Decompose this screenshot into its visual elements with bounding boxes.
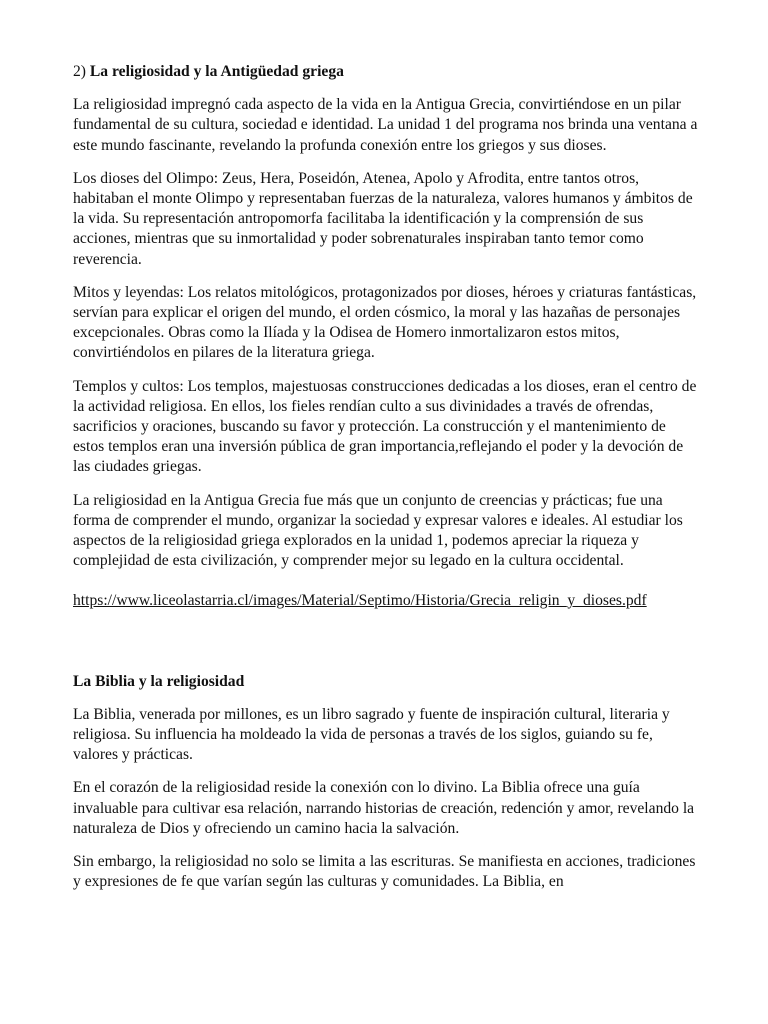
section-2-title: La Biblia y la religiosidad bbox=[73, 672, 245, 690]
source-link[interactable]: https://www.liceolastarria.cl/images/Material/Septimo/Historia/Grecia_religin_y_dioses.pdf bbox=[73, 592, 647, 610]
section-2-paragraph-1: La Biblia, venerada por millones, es un libro sagrado y fuente de inspiración cultural, literaria y religiosa. Su influencia ha moldeado la vida de personas a través de los siglos, guiando su fe, valores y prácticas. bbox=[73, 705, 670, 764]
section-1-heading bbox=[73, 62, 699, 82]
section-1-paragraph-5: La religiosidad en la Antigua Grecia fue más que un conjunto de creencias y prácticas; fue una forma de comprender el mundo, organizar la sociedad y expresar valores e ideales. Al estudiar los aspectos de la religiosidad griega explorados en la unidad 1, podemos apreciar la riqueza y complejidad de esta civilización, y comprender mejor su legado en la cultura occidental. bbox=[73, 491, 683, 570]
section-2-paragraph-3: Sin embargo, la religiosidad no solo se limita a las escrituras. Se manifiesta en acciones, tradiciones y expresiones de fe que varían según las culturas y comunidades. La Biblia, en bbox=[73, 853, 696, 891]
document-page bbox=[73, 62, 699, 906]
section-2-paragraph-2: En el corazón de la religiosidad reside la conexión con lo divino. La Biblia ofrece una guía invaluable para cultivar esa relación, narrando historias de creación, redención y amor, revelando la naturaleza de Dios y ofreciendo un camino hacia la salvación. bbox=[73, 779, 695, 837]
section-1-number: 2) bbox=[73, 63, 86, 80]
section-1-paragraph-2: Los dioses del Olimpo: Zeus, Hera, Poseidón, Atenea, Apolo y Afrodita, entre tantos otros, habitaban el monte Olimpo y representaban fuerzas de la naturaleza, valores humanos y ámbitos de la vida. Su representación antropomorfa facilitaba la identificación y la comprensión de sus acciones, mientras que su inmortalidad y poder sobrenaturales inspiraban tanto temor como reverencia. bbox=[73, 169, 693, 268]
section-1-paragraph-4: Templos y cultos: Los templos, majestuosas construcciones dedicadas a los dioses, eran el centro de la actividad religiosa. En ellos, los fieles rendían culto a sus divinidades a través de ofrendas, sacrificios y oraciones, buscando su favor y protección. La construcción y el mantenimiento de estos templos eran una inversión pública de gran importancia,reflejando el poder y la devoción de las ciudades griegas. bbox=[73, 377, 697, 476]
section-1-paragraph-1: La religiosidad impregnó cada aspecto de la vida en la Antigua Grecia, convirtiéndose en un pilar fundamental de su cultura, sociedad e identidad. La unidad 1 del programa nos brinda una ventana a este mundo fascinante, revelando la profunda conexión entre los griegos y sus dioses. bbox=[73, 96, 698, 154]
section-1-paragraph-3: Mitos y leyendas: Los relatos mitológicos, protagonizados por dioses, héroes y criaturas fantásticas, servían para explicar el origen del mundo, el orden cósmico, la moral y las hazañas de personajes excepcionales. Obras como la Ilíada y la Odisea de Homero inmortalizaron estos mitos, convirtiéndolos en pilares de la literatura griega. bbox=[73, 283, 697, 362]
section-1-title: La religiosidad y la Antigüedad griega bbox=[89, 63, 344, 80]
